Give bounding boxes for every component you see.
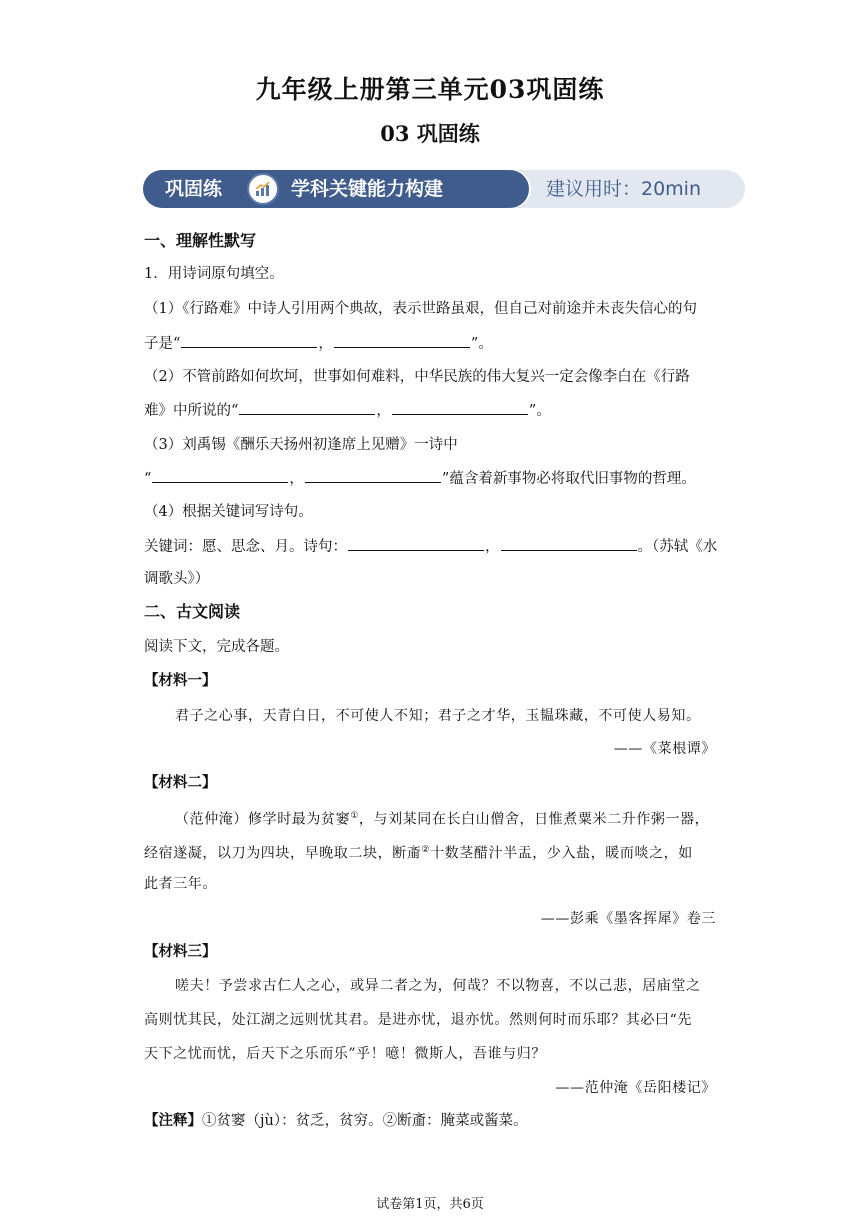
question-1-4-line3: 调歌头》） [144, 571, 210, 587]
answer-blank[interactable] [181, 333, 317, 348]
material-3-source: ——范仲淹《岳阳楼记》 [555, 1080, 716, 1096]
text: ”。 [470, 336, 493, 352]
question-1-2-line2 [144, 400, 551, 421]
document-title: 九年级上册第三单元03巩固练 [255, 75, 605, 104]
text: 经宿遂凝，以刀为四块，早晚取二块，断齑 [144, 845, 422, 862]
text: ，与刘某同在长白山僧舍，日惟煮粟米二升作粥一器， [358, 811, 710, 828]
answer-blank[interactable] [501, 536, 637, 551]
material-3-line2: 高则忧其民，处江湖之远则忧其君。是进亦忧，退亦忧。然则何时而乐耶？其必曰“先 [144, 1012, 692, 1028]
section-heading-dictation: 一、理解性默写 [144, 231, 257, 250]
text: ， [376, 403, 391, 419]
annotation-text: ①贫窭（jù）：贫乏，贫穷。②断齑：腌菜或酱菜。 [202, 1113, 528, 1129]
question-1-4-line1: （4）根据关键词写诗句。 [144, 504, 313, 520]
material-2-line2 [144, 840, 693, 864]
question-1-4-line2 [144, 536, 717, 557]
answer-blank[interactable] [392, 400, 528, 415]
material-1-label: 【材料一】 [144, 672, 217, 689]
text: ， [485, 539, 500, 555]
material-1-source: ——《菜根谭》 [613, 741, 716, 757]
question-1-1-line1: （1）《行路难》中诗人引用两个典故，表示世路虽艰，但自己对前途并未丧失信心的句 [144, 301, 697, 317]
question-1-3-line1: （3）刘禹锡《酬乐天扬州初逢席上见赠》一诗中 [144, 437, 458, 453]
answer-blank[interactable] [348, 536, 484, 551]
material-2-label: 【材料二】 [144, 774, 217, 791]
chart-growth-icon [247, 173, 279, 205]
text: 关键词：愿、思念、月。诗句： [144, 539, 347, 555]
material-2-source: ——彭乘《墨客挥犀》卷三 [540, 911, 716, 927]
question-1: 1．用诗词原句填空。 [144, 266, 284, 282]
annotation-label: 【注释】 [144, 1112, 202, 1129]
answer-blank[interactable] [239, 400, 375, 415]
annotation [144, 1111, 528, 1131]
question-1-1-line2 [144, 333, 493, 354]
text: ”。 [528, 403, 551, 419]
text: 难》中所说的“ [144, 403, 239, 419]
question-1-2-line1: （2）不管前路如何坎坷，世事如何难料，中华民族的伟大复兴一定会像李白在《行路 [144, 369, 690, 385]
section-banner [143, 170, 745, 208]
footnote-mark: ① [350, 811, 359, 821]
banner-middle-label: 学科关键能力构建 [291, 178, 444, 200]
material-3-label: 【材料三】 [144, 943, 217, 960]
question-1-3-line2 [144, 468, 696, 489]
text: “ [144, 471, 152, 487]
text: ， [289, 471, 304, 487]
reading-intro: 阅读下文，完成各题。 [144, 639, 289, 655]
footnote-mark: ② [421, 845, 431, 855]
material-2-line1 [175, 806, 709, 830]
text: 。（苏轼《水 [637, 539, 718, 555]
answer-blank[interactable] [305, 468, 441, 483]
text: ”蕴含着新事物必将取代旧事物的哲理。 [441, 471, 696, 487]
text: 子是“ [144, 336, 181, 352]
material-3-line1: 嗟夫！予尝求古仁人之心，或异二者之为，何哉？不以物喜，不以己悲，居庙堂之 [175, 978, 701, 994]
text: ， [318, 336, 333, 352]
answer-blank[interactable] [334, 333, 470, 348]
material-2-line3: 此者三年。 [144, 876, 217, 892]
material-3-line3: 天下之忧而忧，后天下之乐而乐”乎！噫！微斯人，吾谁与归？ [144, 1046, 546, 1062]
text: 十数茎醋汁半盂，少入盐，暖而啖之，如 [430, 845, 693, 862]
banner-time-label: 建议用时：20min [546, 178, 702, 200]
document-subtitle: 03 巩固练 [380, 121, 480, 146]
material-1-text: 君子之心事，天青白日，不可使人不知；君子之才华，玉韫珠藏，不可使人易知。 [175, 708, 701, 724]
answer-blank[interactable] [152, 468, 288, 483]
text: （范仲淹）修学时最为贫窭 [175, 811, 351, 828]
banner-left-label: 巩固练 [165, 178, 223, 200]
page-footer: 试卷第1页，共6页 [376, 1197, 484, 1212]
section-heading-classical-reading: 二、古文阅读 [144, 602, 241, 621]
